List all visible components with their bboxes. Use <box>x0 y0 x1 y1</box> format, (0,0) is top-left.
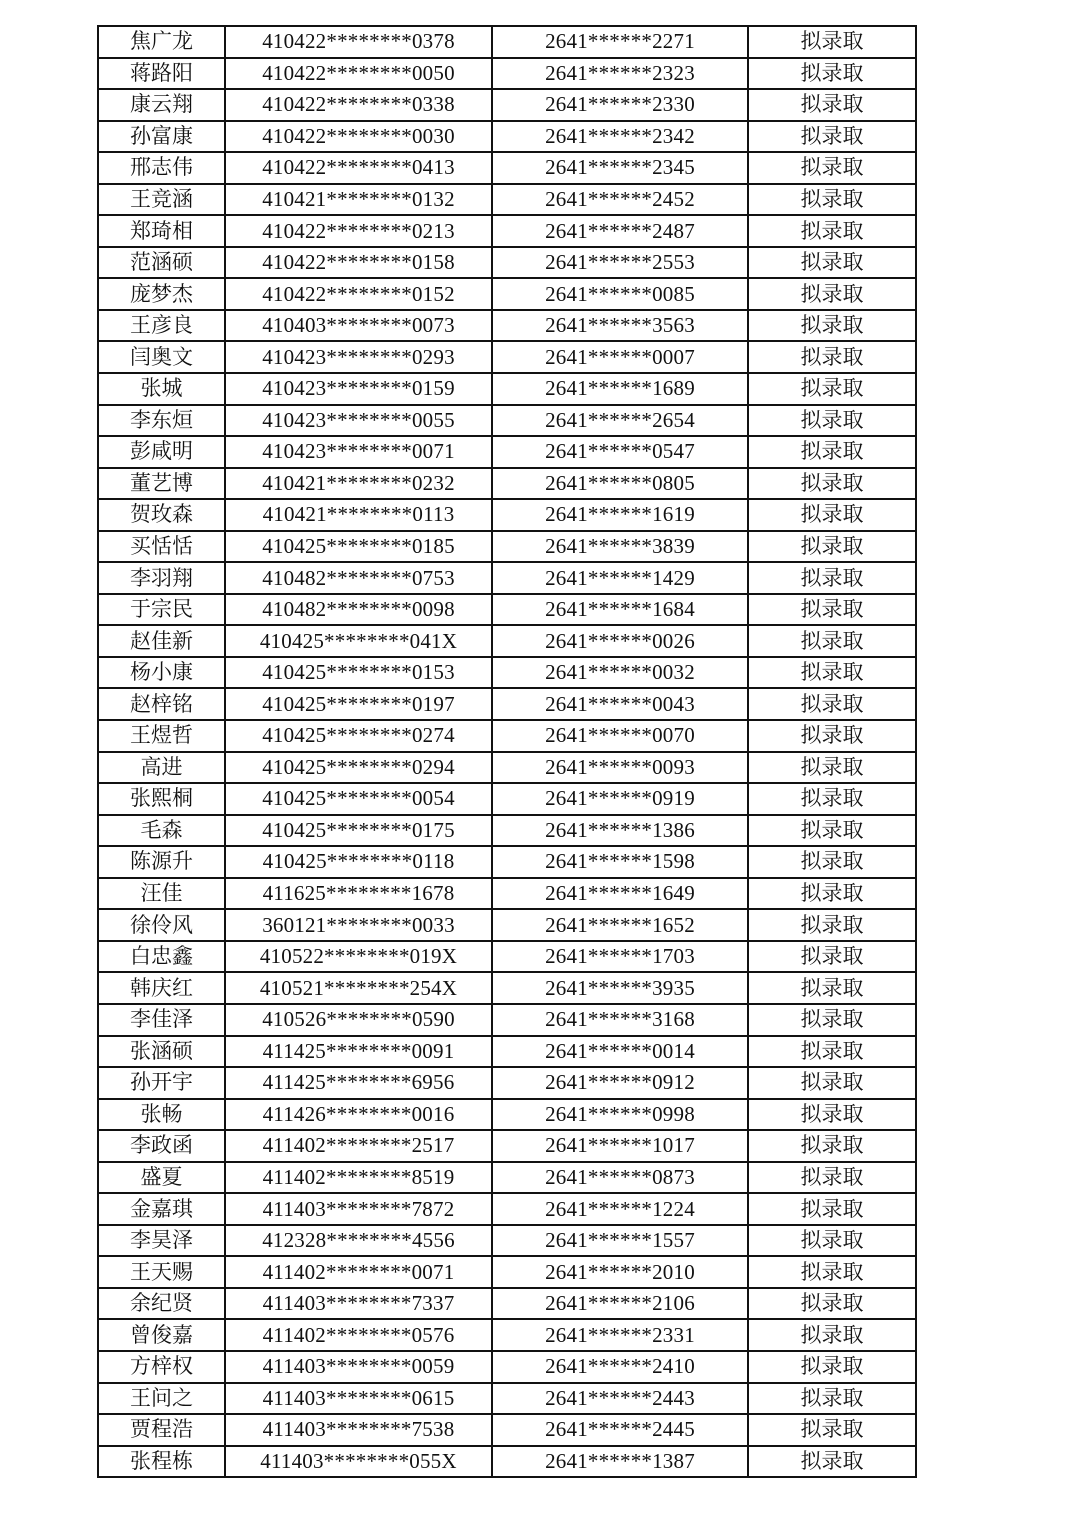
status-cell: 拟录取 <box>748 752 916 784</box>
id-number-cell: 410422********0158 <box>225 247 492 279</box>
id-number-cell: 410422********0152 <box>225 278 492 310</box>
table-row <box>98 815 916 847</box>
name-cell: 李政函 <box>98 1130 225 1162</box>
table-row <box>98 846 916 878</box>
table-row <box>98 1288 916 1320</box>
exam-number-cell: 2641******1224 <box>492 1193 748 1225</box>
id-number-cell: 410423********0071 <box>225 436 492 468</box>
name-cell: 盛夏 <box>98 1162 225 1194</box>
id-number-cell: 410422********0338 <box>225 89 492 121</box>
exam-number-cell: 2641******1429 <box>492 562 748 594</box>
status-cell: 拟录取 <box>748 1383 916 1415</box>
status-cell: 拟录取 <box>748 58 916 90</box>
exam-number-cell: 2641******3168 <box>492 1004 748 1036</box>
roster-body <box>98 26 916 1477</box>
status-cell: 拟录取 <box>748 783 916 815</box>
exam-number-cell: 2641******2331 <box>492 1319 748 1351</box>
exam-number-cell: 2641******0093 <box>492 752 748 784</box>
table-row <box>98 26 916 58</box>
name-cell: 毛森 <box>98 815 225 847</box>
id-number-cell: 360121********0033 <box>225 909 492 941</box>
table-row <box>98 373 916 405</box>
id-number-cell: 410526********0590 <box>225 1004 492 1036</box>
exam-number-cell: 2641******2553 <box>492 247 748 279</box>
id-number-cell: 411403********7337 <box>225 1288 492 1320</box>
id-number-cell: 411403********0059 <box>225 1351 492 1383</box>
table-row <box>98 783 916 815</box>
name-cell: 郑琦相 <box>98 215 225 247</box>
name-cell: 孙富康 <box>98 121 225 153</box>
name-cell: 张熙桐 <box>98 783 225 815</box>
exam-number-cell: 2641******1387 <box>492 1446 748 1478</box>
table-row <box>98 972 916 1004</box>
name-cell: 李昊泽 <box>98 1225 225 1257</box>
status-cell: 拟录取 <box>748 1288 916 1320</box>
id-number-cell: 410425********0294 <box>225 752 492 784</box>
id-number-cell: 410422********0413 <box>225 152 492 184</box>
name-cell: 王煜哲 <box>98 720 225 752</box>
exam-number-cell: 2641******2654 <box>492 405 748 437</box>
status-cell: 拟录取 <box>748 26 916 58</box>
table-row <box>98 1225 916 1257</box>
table-row <box>98 1351 916 1383</box>
id-number-cell: 410482********0098 <box>225 594 492 626</box>
id-number-cell: 411402********0071 <box>225 1256 492 1288</box>
table-row <box>98 688 916 720</box>
name-cell: 徐伶风 <box>98 909 225 941</box>
exam-number-cell: 2641******0912 <box>492 1067 748 1099</box>
id-number-cell: 410421********0113 <box>225 499 492 531</box>
table-row <box>98 468 916 500</box>
status-cell: 拟录取 <box>748 972 916 1004</box>
id-number-cell: 411403********055X <box>225 1446 492 1478</box>
status-cell: 拟录取 <box>748 152 916 184</box>
name-cell: 庞梦杰 <box>98 278 225 310</box>
status-cell: 拟录取 <box>748 1067 916 1099</box>
id-number-cell: 411425********0091 <box>225 1036 492 1068</box>
status-cell: 拟录取 <box>748 531 916 563</box>
status-cell: 拟录取 <box>748 1319 916 1351</box>
id-number-cell: 411426********0016 <box>225 1099 492 1131</box>
table-row <box>98 1162 916 1194</box>
name-cell: 彭咸明 <box>98 436 225 468</box>
id-number-cell: 410425********0153 <box>225 657 492 689</box>
status-cell: 拟录取 <box>748 657 916 689</box>
id-number-cell: 410423********0159 <box>225 373 492 405</box>
status-cell: 拟录取 <box>748 909 916 941</box>
table-row <box>98 594 916 626</box>
status-cell: 拟录取 <box>748 1351 916 1383</box>
name-cell: 蒋路阳 <box>98 58 225 90</box>
status-cell: 拟录取 <box>748 1004 916 1036</box>
table-row <box>98 1067 916 1099</box>
status-cell: 拟录取 <box>748 1414 916 1446</box>
table-row <box>98 278 916 310</box>
table-row <box>98 878 916 910</box>
id-number-cell: 411403********0615 <box>225 1383 492 1415</box>
exam-number-cell: 2641******2452 <box>492 184 748 216</box>
exam-number-cell: 2641******0032 <box>492 657 748 689</box>
name-cell: 李佳泽 <box>98 1004 225 1036</box>
name-cell: 赵梓铭 <box>98 688 225 720</box>
table-row <box>98 341 916 373</box>
status-cell: 拟录取 <box>748 1162 916 1194</box>
id-number-cell: 410423********0055 <box>225 405 492 437</box>
table-row <box>98 1256 916 1288</box>
exam-number-cell: 2641******0043 <box>492 688 748 720</box>
name-cell: 董艺博 <box>98 468 225 500</box>
exam-number-cell: 2641******0070 <box>492 720 748 752</box>
exam-number-cell: 2641******0085 <box>492 278 748 310</box>
exam-number-cell: 2641******3935 <box>492 972 748 1004</box>
name-cell: 孙开宇 <box>98 1067 225 1099</box>
exam-number-cell: 2641******1557 <box>492 1225 748 1257</box>
exam-number-cell: 2641******2342 <box>492 121 748 153</box>
name-cell: 王天赐 <box>98 1256 225 1288</box>
name-cell: 于宗民 <box>98 594 225 626</box>
table-row <box>98 1004 916 1036</box>
table-row <box>98 184 916 216</box>
exam-number-cell: 2641******3563 <box>492 310 748 342</box>
id-number-cell: 411402********0576 <box>225 1319 492 1351</box>
name-cell: 康云翔 <box>98 89 225 121</box>
status-cell: 拟录取 <box>748 215 916 247</box>
status-cell: 拟录取 <box>748 562 916 594</box>
name-cell: 陈源升 <box>98 846 225 878</box>
name-cell: 赵佳新 <box>98 625 225 657</box>
name-cell: 贺玫森 <box>98 499 225 531</box>
id-number-cell: 411403********7538 <box>225 1414 492 1446</box>
status-cell: 拟录取 <box>748 1036 916 1068</box>
exam-number-cell: 2641******2323 <box>492 58 748 90</box>
table-row <box>98 310 916 342</box>
id-number-cell: 410403********0073 <box>225 310 492 342</box>
exam-number-cell: 2641******1619 <box>492 499 748 531</box>
id-number-cell: 410425********0185 <box>225 531 492 563</box>
id-number-cell: 410425********0118 <box>225 846 492 878</box>
exam-number-cell: 2641******2443 <box>492 1383 748 1415</box>
status-cell: 拟录取 <box>748 941 916 973</box>
exam-number-cell: 2641******0873 <box>492 1162 748 1194</box>
name-cell: 焦广龙 <box>98 26 225 58</box>
exam-number-cell: 2641******1598 <box>492 846 748 878</box>
status-cell: 拟录取 <box>748 594 916 626</box>
table-row <box>98 941 916 973</box>
exam-number-cell: 2641******0026 <box>492 625 748 657</box>
name-cell: 王竞涵 <box>98 184 225 216</box>
exam-number-cell: 2641******2410 <box>492 1351 748 1383</box>
table-row <box>98 405 916 437</box>
name-cell: 余纪贤 <box>98 1288 225 1320</box>
id-number-cell: 410482********0753 <box>225 562 492 594</box>
id-number-cell: 410425********0274 <box>225 720 492 752</box>
exam-number-cell: 2641******1652 <box>492 909 748 941</box>
table-row <box>98 1446 916 1478</box>
table-row <box>98 215 916 247</box>
exam-number-cell: 2641******1649 <box>492 878 748 910</box>
table-row <box>98 562 916 594</box>
id-number-cell: 411625********1678 <box>225 878 492 910</box>
status-cell: 拟录取 <box>748 815 916 847</box>
status-cell: 拟录取 <box>748 688 916 720</box>
id-number-cell: 410425********0197 <box>225 688 492 720</box>
exam-number-cell: 2641******2106 <box>492 1288 748 1320</box>
table-row <box>98 499 916 531</box>
status-cell: 拟录取 <box>748 405 916 437</box>
status-cell: 拟录取 <box>748 278 916 310</box>
name-cell: 李东烜 <box>98 405 225 437</box>
status-cell: 拟录取 <box>748 1130 916 1162</box>
name-cell: 白忠鑫 <box>98 941 225 973</box>
exam-number-cell: 2641******1684 <box>492 594 748 626</box>
status-cell: 拟录取 <box>748 373 916 405</box>
id-number-cell: 410425********0175 <box>225 815 492 847</box>
id-number-cell: 410422********0213 <box>225 215 492 247</box>
status-cell: 拟录取 <box>748 247 916 279</box>
status-cell: 拟录取 <box>748 89 916 121</box>
exam-number-cell: 2641******0805 <box>492 468 748 500</box>
id-number-cell: 411403********7872 <box>225 1193 492 1225</box>
exam-number-cell: 2641******2487 <box>492 215 748 247</box>
table-row <box>98 121 916 153</box>
table-row <box>98 89 916 121</box>
name-cell: 闫奥文 <box>98 341 225 373</box>
table-row <box>98 1414 916 1446</box>
table-row <box>98 1319 916 1351</box>
status-cell: 拟录取 <box>748 341 916 373</box>
exam-number-cell: 2641******2345 <box>492 152 748 184</box>
status-cell: 拟录取 <box>748 720 916 752</box>
exam-number-cell: 2641******0919 <box>492 783 748 815</box>
name-cell: 韩庆红 <box>98 972 225 1004</box>
name-cell: 邢志伟 <box>98 152 225 184</box>
id-number-cell: 411402********8519 <box>225 1162 492 1194</box>
exam-number-cell: 2641******1017 <box>492 1130 748 1162</box>
table-row <box>98 1383 916 1415</box>
name-cell: 张畅 <box>98 1099 225 1131</box>
id-number-cell: 410522********019X <box>225 941 492 973</box>
exam-number-cell: 2641******0998 <box>492 1099 748 1131</box>
name-cell: 王问之 <box>98 1383 225 1415</box>
id-number-cell: 411402********2517 <box>225 1130 492 1162</box>
table-row <box>98 752 916 784</box>
status-cell: 拟录取 <box>748 1446 916 1478</box>
status-cell: 拟录取 <box>748 184 916 216</box>
table-row <box>98 1193 916 1225</box>
id-number-cell: 410421********0232 <box>225 468 492 500</box>
id-number-cell: 410521********254X <box>225 972 492 1004</box>
exam-number-cell: 2641******1703 <box>492 941 748 973</box>
id-number-cell: 410422********0378 <box>225 26 492 58</box>
table-row <box>98 625 916 657</box>
table-row <box>98 657 916 689</box>
id-number-cell: 410422********0030 <box>225 121 492 153</box>
status-cell: 拟录取 <box>748 878 916 910</box>
exam-number-cell: 2641******0007 <box>492 341 748 373</box>
exam-number-cell: 2641******2010 <box>492 1256 748 1288</box>
status-cell: 拟录取 <box>748 468 916 500</box>
id-number-cell: 410422********0050 <box>225 58 492 90</box>
id-number-cell: 410425********0054 <box>225 783 492 815</box>
name-cell: 买恬恬 <box>98 531 225 563</box>
exam-number-cell: 2641******1386 <box>492 815 748 847</box>
exam-number-cell: 2641******0547 <box>492 436 748 468</box>
status-cell: 拟录取 <box>748 436 916 468</box>
status-cell: 拟录取 <box>748 1099 916 1131</box>
status-cell: 拟录取 <box>748 310 916 342</box>
name-cell: 张城 <box>98 373 225 405</box>
name-cell: 李羽翔 <box>98 562 225 594</box>
table-row <box>98 247 916 279</box>
status-cell: 拟录取 <box>748 499 916 531</box>
table-row <box>98 152 916 184</box>
id-number-cell: 412328********4556 <box>225 1225 492 1257</box>
table-row <box>98 1130 916 1162</box>
exam-number-cell: 2641******0014 <box>492 1036 748 1068</box>
table-row <box>98 531 916 563</box>
name-cell: 范涵硕 <box>98 247 225 279</box>
name-cell: 方梓权 <box>98 1351 225 1383</box>
id-number-cell: 411425********6956 <box>225 1067 492 1099</box>
name-cell: 张程栋 <box>98 1446 225 1478</box>
status-cell: 拟录取 <box>748 846 916 878</box>
table-row <box>98 58 916 90</box>
name-cell: 张涵硕 <box>98 1036 225 1068</box>
table-row <box>98 436 916 468</box>
status-cell: 拟录取 <box>748 121 916 153</box>
status-cell: 拟录取 <box>748 1225 916 1257</box>
id-number-cell: 410423********0293 <box>225 341 492 373</box>
exam-number-cell: 2641******2445 <box>492 1414 748 1446</box>
id-number-cell: 410425********041X <box>225 625 492 657</box>
exam-number-cell: 2641******2330 <box>492 89 748 121</box>
exam-number-cell: 2641******3839 <box>492 531 748 563</box>
table-row <box>98 1099 916 1131</box>
table-row <box>98 1036 916 1068</box>
name-cell: 王彦良 <box>98 310 225 342</box>
status-cell: 拟录取 <box>748 1256 916 1288</box>
exam-number-cell: 2641******1689 <box>492 373 748 405</box>
name-cell: 金嘉琪 <box>98 1193 225 1225</box>
name-cell: 杨小康 <box>98 657 225 689</box>
id-number-cell: 410421********0132 <box>225 184 492 216</box>
exam-number-cell: 2641******2271 <box>492 26 748 58</box>
table-row <box>98 909 916 941</box>
status-cell: 拟录取 <box>748 1193 916 1225</box>
admission-roster-table <box>97 25 917 1478</box>
name-cell: 曾俊嘉 <box>98 1319 225 1351</box>
table-row <box>98 720 916 752</box>
status-cell: 拟录取 <box>748 625 916 657</box>
name-cell: 高进 <box>98 752 225 784</box>
name-cell: 汪佳 <box>98 878 225 910</box>
name-cell: 贾程浩 <box>98 1414 225 1446</box>
